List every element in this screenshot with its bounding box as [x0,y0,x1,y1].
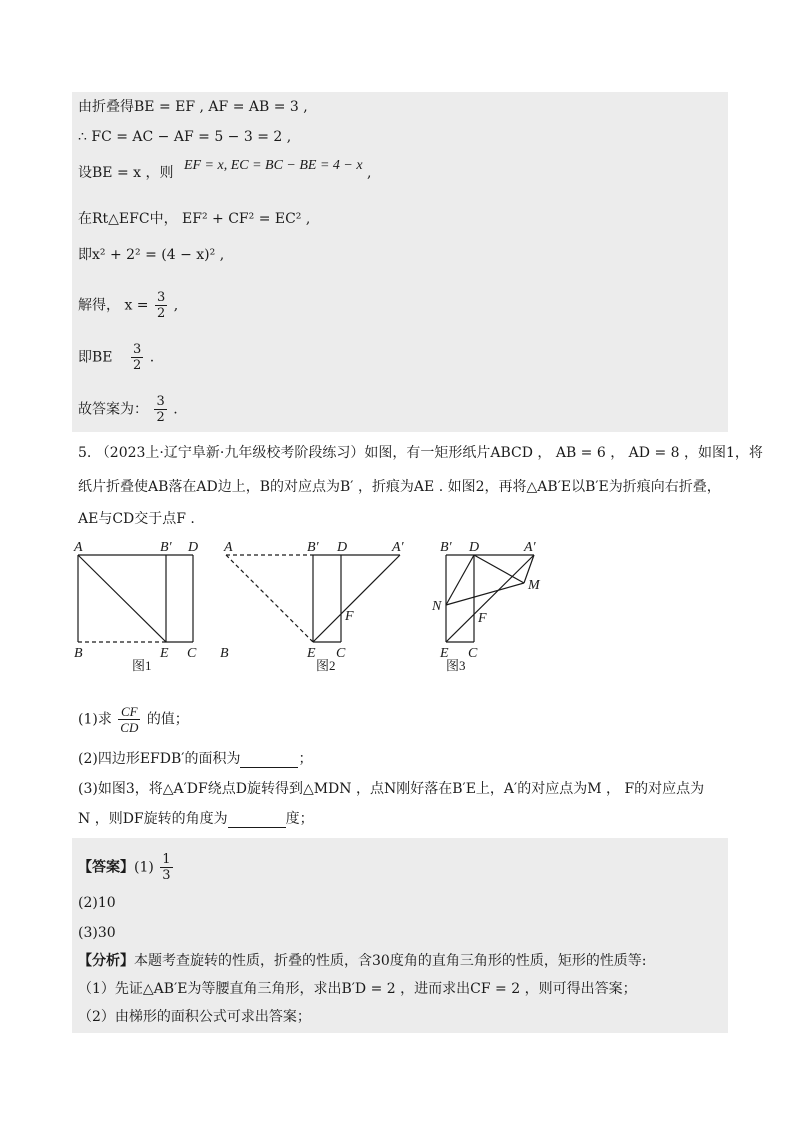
solution-line-8: 故答案为： $\frac{3}{2}$ . [78,394,178,425]
question-3-line-1: (3)如图3，将△A′DF绕点D旋转得到△MDN ，点N刚好落在B′E上，A′的对应点为M ， F的对应点为 [78,781,705,797]
fig2-label-b1: B′ [307,540,319,555]
fig2-label-b: B [220,646,229,661]
fraction: $\frac{3}{2}$ [156,290,166,321]
question-2: (2)四边形EFDB′的面积为 ； [78,751,313,767]
answer-line-3: (3)30 [78,925,116,941]
solution-line-3: 设BE = x ，则 EF = x, EC = BC − BE = 4 − x , [78,158,372,181]
fig1-caption: 图1 [132,658,152,673]
problem-line-2: 纸片折叠使AB落在AD边上，B的对应点为B′ ，折痕为AE . 如图2，再将△AB′E以B′E为折痕向右折叠， [78,479,721,495]
fig2-label-f: F [345,609,354,624]
solution-line-1: 由折叠得BE = EF , AF = AB = 3 , [78,99,308,115]
analysis-step-1: （1）先证△AB′E为等腰直角三角形，求出B′D = 2 ，进而求出CF = 2 ，则可得出答案； [78,981,637,997]
fig3-caption: 图3 [446,658,466,673]
fig2-segment-ea1 [313,555,400,642]
fig3-label-d: D [469,540,480,555]
fraction: $\frac{3}{2}$ [132,342,142,373]
problem-line-1: 5. （2023上·辽宁阜新·九年级校考阶段练习）如图，有一矩形纸片ABCD ， AB = 6 ， AD = 8 ，如图1，将 [78,445,763,461]
solution-line-4: 在Rt△EFC中， EF² + CF² = EC² , [78,211,311,227]
solution-line-2: ∴ FC = AC − AF = 5 − 3 = 2 , [78,129,292,145]
analysis-step-2: （2）由梯形的面积公式可求出答案； [78,1009,311,1025]
geometry-figures [0,535,800,675]
question-3-line-2: N ，则DF旋转的角度为 度； [78,811,314,827]
fig2-dashed-ae [226,555,313,642]
question-1: (1)求 $\frac{CF}{CD}$ 的值； [78,704,189,735]
fig3-label-f: F [478,611,487,626]
fig2-label-d: D [337,540,348,555]
fig3-segment-dn [446,555,474,605]
solution-line-7: 即BE $\frac{3}{2}$ . [78,342,155,373]
fig2-label-a: A [224,540,233,555]
analysis-line: 【分析】本题考查旋转的性质，折叠的性质，含30度角的直角三角形的性质，矩形的性质等: [78,953,647,969]
fig3-label-a1: A′ [524,540,536,555]
answer-blank[interactable] [240,753,298,768]
fig1-crease-ae [78,555,166,642]
fig1-label-c: C [187,646,197,661]
fig1-label-b1: B′ [160,540,172,555]
fraction: $\frac{1}{3}$ [162,852,171,883]
answer-line-1: 【答案】(1) $\frac{1}{3}$ [78,852,171,883]
fig2-label-e: E [307,646,316,661]
fig1-label-a: A [74,540,83,555]
solution-line-5: 即x² + 2² = (4 − x)² , [78,247,225,263]
fig3-segment-ea1 [446,555,534,642]
fig3-label-c: C [468,646,478,661]
fig3-label-b1: B′ [440,540,452,555]
fraction: $\frac{CF}{CD}$ [120,704,139,735]
fig1-label-e: E [160,646,169,661]
fig2-label-a1: A′ [392,540,404,555]
answer-blank[interactable] [228,813,286,828]
fraction: $\frac{3}{2}$ [156,394,165,425]
fig3-segment-dm [474,555,524,583]
fig2-caption: 图2 [316,658,336,673]
fig1-label-b: B [74,646,83,661]
answer-line-2: (2)10 [78,895,116,911]
fig2-label-c: C [336,646,346,661]
fig3-segment-nm [446,583,524,605]
fig3-label-n: N [432,599,442,614]
fig3-label-e: E [440,646,449,661]
fig3-label-m: M [528,578,540,593]
fig1-label-d: D [188,540,199,555]
solution-line-6: 解得， x = $\frac{3}{2}$ , [78,290,179,321]
problem-line-3: AE与CD交于点F . [78,511,195,527]
